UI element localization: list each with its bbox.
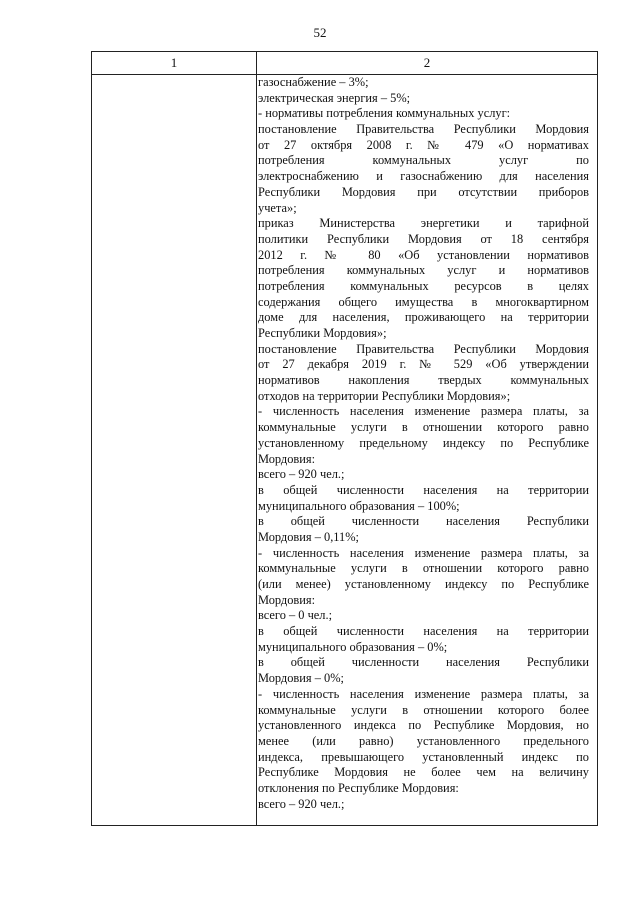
text-line: (или менее) установленному индексу по Республике [258, 577, 589, 591]
text-line: Мордовия – 0,11%; [258, 529, 359, 544]
text-line: коммунальные услуги в отношении которого равно [258, 420, 589, 435]
text-line: постановление Правительства Республики Мордовия [258, 341, 589, 356]
text-line: муниципального образования – 0%; [258, 639, 448, 654]
text-line: потребления коммунальных ресурсов в целях [258, 278, 589, 293]
text-line: Республики Мордовия при отсутствии приборов [258, 184, 589, 199]
text-line: Республики Мордовия»; [258, 326, 387, 340]
text-line: установленного индекса по Республике Мордовия, но [258, 718, 589, 733]
text-line: установленному предельному индексу по Республике [258, 435, 589, 450]
table-header-row [92, 52, 597, 75]
text-line: коммунальные услуги в отношении которого равно [258, 561, 589, 576]
page-number: 52 [313, 25, 327, 40]
text-line: нормативов накопления твердых коммунальных [258, 373, 589, 388]
text-line: потребления коммунальных услуг по [258, 153, 589, 168]
text-line: в общей численности населения Республики [258, 514, 589, 529]
column-divider [256, 52, 257, 825]
text-line: газоснабжение – 3%; [258, 75, 369, 89]
text-line: - численность населения изменение размера платы, за [258, 404, 589, 419]
text-line: от 27 декабря 2019 г. № 529 «Об утверждении [258, 357, 589, 372]
text-line: Мордовия: [258, 592, 316, 607]
text-line: отходов на территории Республики Мордовия»; [258, 388, 511, 403]
text-line: политики Республики Мордовия от 18 сентября [258, 231, 589, 246]
text-line: индекса, превышающего установленный индекс по [258, 749, 589, 764]
document-table [91, 51, 598, 826]
text-line: в общей численности населения Республики [258, 655, 589, 670]
text-line: электроснабжению и газоснабжению для населения [258, 169, 589, 184]
text-line: доме для населения, проживающего на территории [258, 310, 589, 325]
text-line: муниципального образования – 100%; [258, 498, 460, 513]
text-line: в общей численности населения на территории [258, 482, 589, 497]
text-line: электрическая энергия – 5%; [258, 90, 411, 105]
column-2-content [258, 75, 589, 812]
text-line: Мордовия: [258, 451, 316, 466]
text-line: потребления коммунальных услуг и нормативов [258, 263, 589, 278]
text-line: Республике Мордовия не более чем на величину [258, 765, 589, 780]
text-line: 2012 г. № 80 «Об установлении нормативов [258, 247, 589, 262]
text-line: приказ Министерства энергетики и тарифной [258, 216, 589, 231]
text-line: от 27 октября 2008 г. № 479 «О нормативах [258, 137, 589, 152]
text-line: - численность населения изменение размера платы, за [258, 686, 589, 701]
text-line: в общей численности населения на территории [258, 624, 589, 639]
text-line: - численность населения изменение размера платы, за [258, 545, 589, 560]
text-line: содержания общего имущества в многоквартирном [258, 294, 589, 309]
text-line: отклонения по Республике Мордовия: [258, 780, 459, 795]
text-line: всего – 920 чел.; [258, 467, 345, 482]
column-1-header: 1 [170, 55, 178, 70]
column-2-header: 2 [423, 55, 431, 70]
text-line: постановление Правительства Республики Мордовия [258, 122, 589, 137]
text-line: - нормативы потребления коммунальных услуг: [258, 106, 511, 121]
text-line: менее (или равно) установленного предельного [258, 733, 589, 748]
text-line: коммунальные услуги в отношении которого более [258, 702, 589, 717]
text-line: учета»; [258, 200, 297, 215]
text-line: всего – 920 чел.; [258, 796, 345, 811]
text-line: всего – 0 чел.; [258, 608, 333, 623]
text-line: Мордовия – 0%; [258, 671, 344, 686]
